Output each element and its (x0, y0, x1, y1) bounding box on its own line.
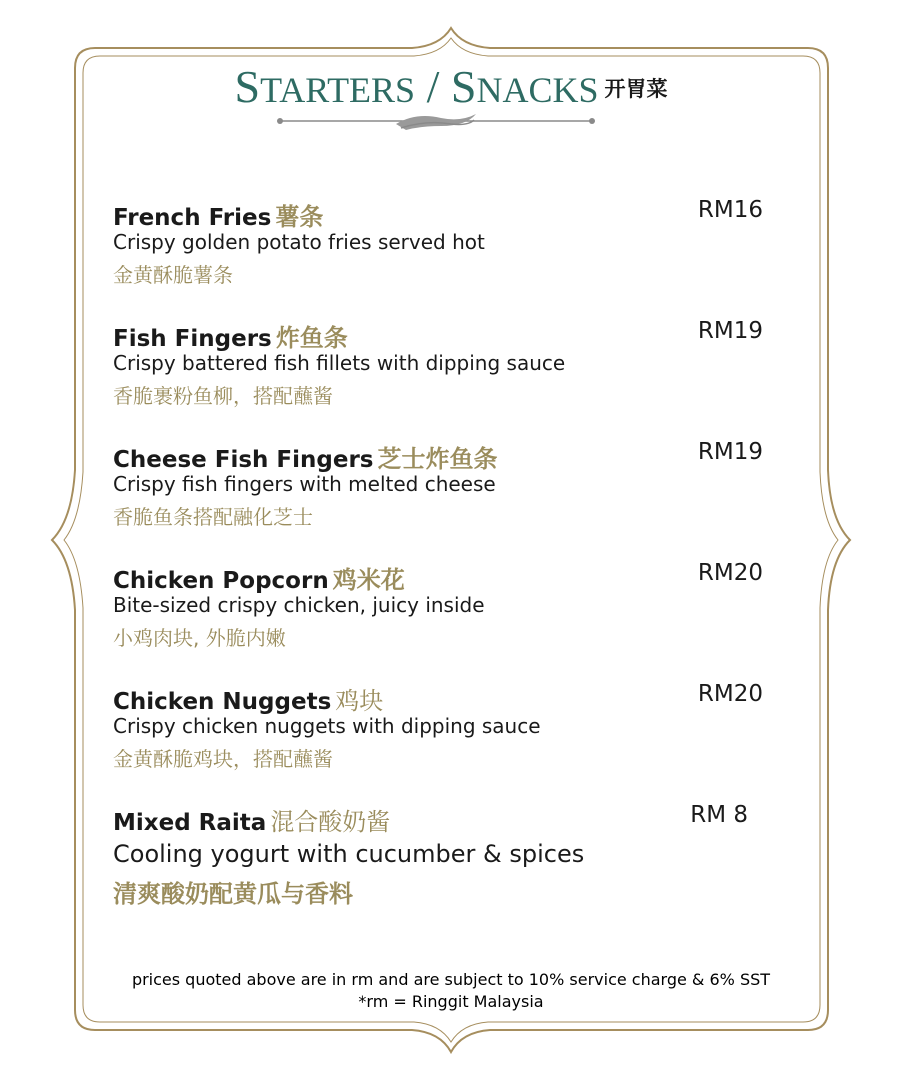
currency-note: *rm = Ringgit Malaysia (358, 992, 544, 1011)
item-description: Cooling yogurt with cucumber & spices (113, 840, 585, 868)
item-price: RM20 (697, 560, 763, 586)
item-name-chinese: 芝士炸鱼条 (377, 445, 498, 473)
item-description-chinese: 香脆鱼条搭配融化芝士 (113, 505, 313, 529)
item-description-chinese: 香脆裹粉鱼柳，搭配蘸酱 (113, 384, 333, 408)
page-title: STARTERS / SNACKS 开胃菜 (234, 61, 668, 112)
item-name-chinese: 鸡米花 (332, 566, 405, 594)
item-description-chinese: 清爽酸奶配黄瓜与香料 (113, 880, 353, 908)
item-description: Bite-sized crispy chicken, juicy inside (113, 593, 485, 617)
item-price: RM 8 (690, 802, 748, 828)
item-name-chinese: 鸡块 (335, 687, 384, 715)
item-name-chinese: 混合酸奶酱 (270, 808, 391, 836)
item-description-chinese: 小鸡肉块, 外脆内嫩 (113, 626, 286, 650)
menu-item (113, 802, 773, 909)
menu-item (113, 318, 773, 409)
item-description: Crispy fish fingers with melted cheese (113, 472, 496, 496)
item-description-chinese: 金黄酥脆薯条 (113, 263, 233, 287)
item-description: Crispy battered fish fillets with dipping sauce (113, 351, 566, 375)
item-name-chinese: 炸鱼条 (275, 324, 348, 352)
ornament-divider (276, 108, 596, 138)
item-name: Cheese Fish Fingers (113, 447, 374, 473)
item-price: RM19 (697, 318, 763, 344)
item-description: Crispy chicken nuggets with dipping sauce (113, 714, 541, 738)
item-price: RM16 (697, 197, 763, 223)
item-description-chinese: 金黄酥脆鸡块，搭配蘸酱 (113, 747, 333, 771)
item-name: French Fries (113, 205, 272, 231)
item-name: Mixed Raita (113, 810, 267, 836)
service-charge-note: prices quoted above are in rm and are subject to 10% service charge & 6% SST (131, 970, 771, 989)
menu-item (113, 197, 773, 288)
menu-item (113, 681, 773, 772)
item-name-chinese: 薯条 (275, 203, 324, 231)
item-name: Chicken Nuggets (113, 689, 332, 715)
page-title-chinese: 开胃菜 (604, 77, 668, 101)
item-name: Fish Fingers (113, 326, 272, 352)
item-name: Chicken Popcorn (113, 568, 329, 594)
item-price: RM20 (697, 681, 763, 707)
menu-item (113, 439, 773, 530)
menu-item (113, 560, 773, 651)
item-price: RM19 (697, 439, 763, 465)
item-description: Crispy golden potato fries served hot (113, 230, 485, 254)
